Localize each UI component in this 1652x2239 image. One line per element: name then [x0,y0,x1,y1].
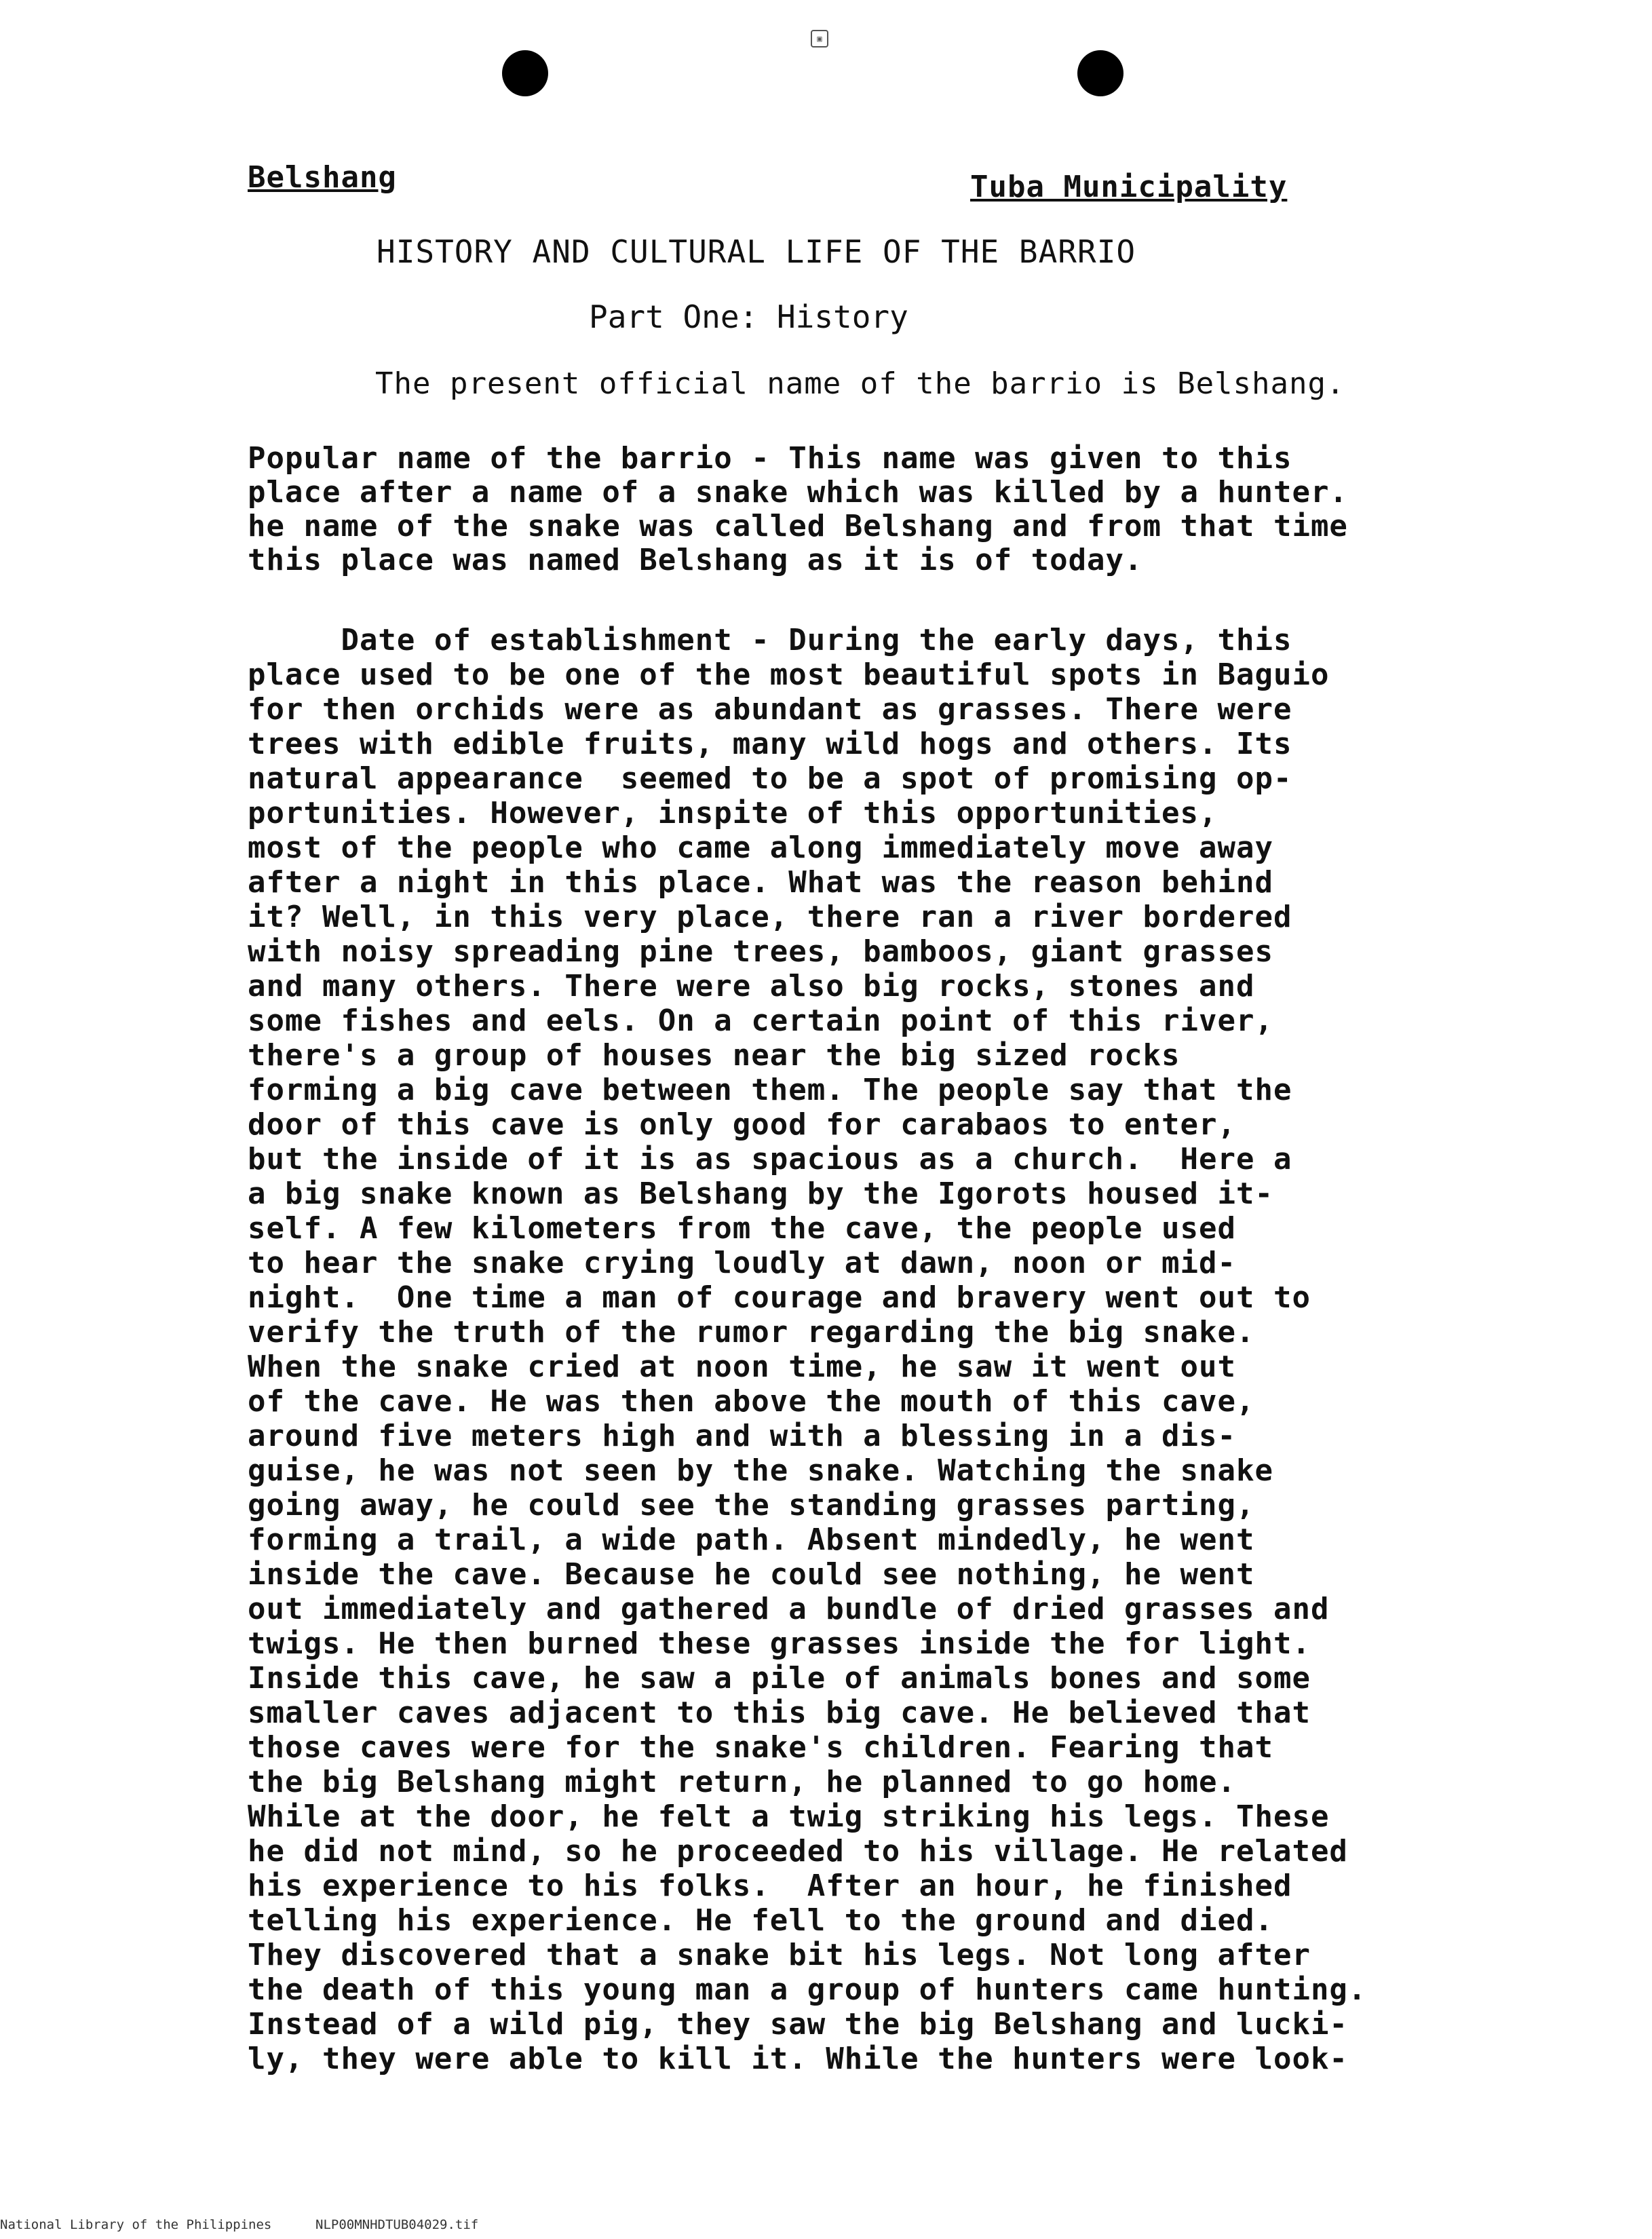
library-stamp-icon: ▣ [811,30,828,47]
popular-name-line: place after a name of a snake which was killed by a hunter. [248,475,1348,510]
establishment-line: out immediately and gathered a bundle of dried grasses and [248,1592,1330,1626]
footer-filename: NLP00MNHDTUB04029.tif [315,2217,479,2232]
establishment-line: the death of this young man a group of hunters came hunting. [248,1972,1367,2007]
establishment-line: Date of establishment - During the early days, this [248,623,1292,657]
punch-hole-right [1077,50,1123,96]
establishment-line: he did not mind, so he proceeded to his village. He related [248,1834,1348,1869]
establishment-line: to hear the snake crying loudly at dawn, noon or mid- [248,1246,1236,1280]
establishment-line: Inside this cave, he saw a pile of animals bones and some [248,1661,1311,1696]
establishment-line: trees with edible fruits, many wild hogs and others. Its [248,727,1292,761]
establishment-line: with noisy spreading pine trees, bamboos, giant grasses [248,934,1273,969]
establishment-line: but the inside of it is as spacious as a church. Here a [248,1142,1292,1176]
establishment-line: smaller caves adjacent to this big cave. He believed that [248,1696,1311,1730]
establishment-line: door of this cave is only good for carabaos to enter, [248,1107,1236,1142]
barrio-name-header: Belshang [248,160,397,195]
establishment-line: inside the cave. Because he could see nothing, he went [248,1557,1255,1592]
establishment-line: They discovered that a snake bit his legs. Not long after [248,1938,1311,1972]
establishment-line: telling his experience. He fell to the ground and died. [248,1903,1273,1938]
establishment-line: of the cave. He was then above the mouth of this cave, [248,1384,1255,1419]
establishment-line: some fishes and eels. On a certain point of this river, [248,1003,1273,1038]
establishment-line: for then orchids were as abundant as grasses. There were [248,692,1292,727]
establishment-line: it? Well, in this very place, there ran a river bordered [248,900,1292,934]
establishment-line: forming a trail, a wide path. Absent mindedly, he went [248,1523,1255,1557]
establishment-line: there's a group of houses near the big sized rocks [248,1038,1180,1073]
establishment-line: night. One time a man of courage and bravery went out to [248,1280,1311,1315]
establishment-line: natural appearance seemed to be a spot of promising op- [248,761,1292,796]
municipality-header: Tuba Municipality [970,170,1288,204]
establishment-line: twigs. He then burned these grasses inside the for light. [248,1626,1311,1661]
establishment-line: his experience to his folks. After an hour, he finished [248,1869,1292,1903]
establishment-line: ly, they were able to kill it. While the hunters were look- [248,2042,1348,2076]
punch-hole-left [502,50,548,96]
establishment-line: and many others. There were also big rocks, stones and [248,969,1255,1003]
popular-name-line: he name of the snake was called Belshang and from that time [248,509,1348,543]
document-subtitle: Part One: History [589,299,908,335]
establishment-line: a big snake known as Belshang by the Igorots housed it- [248,1176,1273,1211]
establishment-line: place used to be one of the most beautiful spots in Baguio [248,657,1330,692]
establishment-line: those caves were for the snake's children. Fearing that [248,1730,1273,1765]
establishment-line: the big Belshang might return, he planned to go home. [248,1765,1236,1799]
footer-library: National Library of the Philippines [0,2217,272,2232]
establishment-line: self. A few kilometers from the cave, the people used [248,1211,1236,1246]
establishment-line: When the snake cried at noon time, he saw it went out [248,1350,1236,1384]
popular-name-line: Popular name of the barrio - This name was given to this [248,441,1292,476]
establishment-line: portunities. However, inspite of this opportunities, [248,796,1218,830]
official-name-line: The present official name of the barrio is Belshang. [375,366,1345,401]
document-title: HISTORY AND CULTURAL LIFE OF THE BARRIO [377,233,1136,270]
establishment-line: verify the truth of the rumor regarding the big snake. [248,1315,1255,1350]
popular-name-line: this place was named Belshang as it is of today. [248,543,1143,577]
establishment-line: around five meters high and with a blessing in a dis- [248,1419,1236,1453]
establishment-line: forming a big cave between them. The people say that the [248,1073,1292,1107]
establishment-line: While at the door, he felt a twig striking his legs. These [248,1799,1330,1834]
establishment-line: after a night in this place. What was the reason behind [248,865,1273,900]
establishment-line: Instead of a wild pig, they saw the big Belshang and lucki- [248,2007,1348,2042]
establishment-line: going away, he could see the standing grasses parting, [248,1488,1255,1523]
establishment-line: most of the people who came along immediately move away [248,830,1273,865]
establishment-line: guise, he was not seen by the snake. Watching the snake [248,1453,1273,1488]
